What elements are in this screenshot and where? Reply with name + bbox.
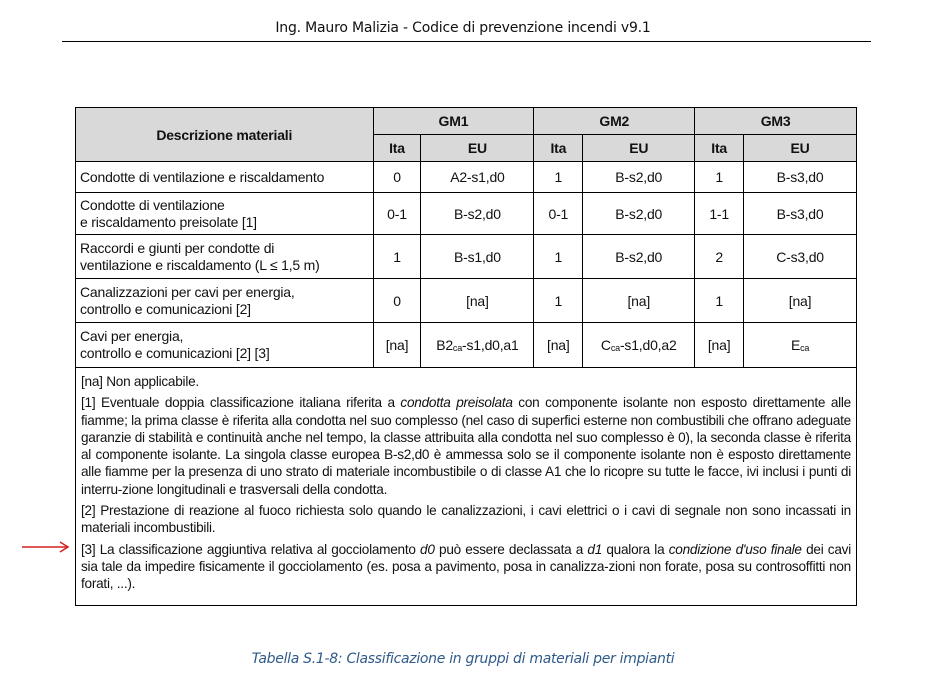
description-line: Raccordi e giunti per condotte di bbox=[80, 239, 275, 256]
subscript: ca bbox=[800, 343, 810, 353]
description-line: e riscaldamento preisolate [1] bbox=[80, 213, 257, 230]
subheader-ita: Ita bbox=[534, 135, 583, 162]
class-text: C bbox=[600, 337, 611, 353]
note-text: dei cavi sia tale da impedire fisicamente il gocciolamento (es. posa a pavimento, posa in canalizza-zioni non forate, posa su controsoffitti non forati, ...). bbox=[81, 541, 851, 592]
table-row bbox=[76, 279, 857, 323]
eu-class-cell bbox=[744, 323, 857, 368]
col-header-description: Descrizione materiali bbox=[76, 108, 374, 162]
group-header-gm3: GM3 bbox=[695, 108, 857, 135]
group-header-gm2: GM2 bbox=[534, 108, 695, 135]
eu-class-cell: [na] bbox=[421, 279, 534, 323]
eu-class-cell bbox=[583, 323, 695, 368]
italic-text: d0 bbox=[420, 541, 435, 557]
description-line: Canalizzazioni per cavi per energia, bbox=[80, 283, 295, 300]
footnote bbox=[81, 541, 851, 593]
subheader-eu: EU bbox=[421, 135, 534, 162]
note-text: [na] Non applicabile. bbox=[81, 374, 199, 389]
note-text: qualora la bbox=[602, 541, 669, 557]
note-text: [2] Prestazione di reazione al fuoco richiesta solo quando le canalizzazioni, i cavi elettrici o i cavi di segnale non sono incassati in materiali incombustibili. bbox=[81, 503, 851, 536]
eu-class-cell: [na] bbox=[744, 279, 857, 323]
ita-class-cell: 0 bbox=[373, 279, 421, 323]
ita-class-cell: 0-1 bbox=[373, 193, 421, 235]
row-description bbox=[76, 235, 374, 279]
notes-row bbox=[76, 368, 857, 606]
table-row bbox=[76, 193, 857, 235]
ita-class-cell: 1 bbox=[695, 279, 744, 323]
red-arrow-icon bbox=[22, 541, 70, 553]
note-text: [1] Eventuale doppia classificazione italiana riferita a bbox=[81, 395, 401, 411]
row-description bbox=[76, 323, 374, 368]
description-line: controllo e comunicazioni [2] bbox=[80, 300, 251, 317]
row-description bbox=[76, 279, 374, 323]
row-description bbox=[76, 162, 374, 193]
ita-class-cell: 2 bbox=[695, 235, 744, 279]
eu-class-cell: [na] bbox=[583, 279, 695, 323]
materials-table bbox=[75, 107, 857, 606]
ita-class-cell: 0-1 bbox=[534, 193, 583, 235]
footnote bbox=[81, 394, 851, 498]
row-description bbox=[76, 193, 374, 235]
ita-class-cell: 0 bbox=[373, 162, 421, 193]
eu-class-cell: B-s3,d0 bbox=[744, 162, 857, 193]
subscript: ca bbox=[452, 343, 463, 353]
description-line: Condotte di ventilazione bbox=[80, 196, 225, 213]
ita-class-cell: [na] bbox=[695, 323, 744, 368]
table-row bbox=[76, 323, 857, 368]
class-text: -s1,d0,a2 bbox=[619, 337, 677, 353]
subscript: ca bbox=[610, 343, 620, 353]
header-divider bbox=[62, 41, 871, 42]
description-line: controllo e comunicazioni [2] [3] bbox=[80, 345, 270, 361]
note-text: con componente isolante non esposto direttamente alle fiamme; la prima classe è riferita alla condotta nel suo complesso (nel caso di superfici esterne non combustibili che offrano adeguate garanzie di stabilità e continuità anche nel tempo, la classe attribuita alla condotta nel suo complesso è 0), la seconda classe è riferita al componente isolante. La singola classe europea B-s2,d0 è ammessa solo se il componente isolante non è esposto direttamente alle fiamme per la presenza di uno strato di materiale incombustibile o di classe A1 che lo ricopre su tutte le facce, ivi inclusi i punti di interru-zione longitudinali e trasversali della condotta. bbox=[81, 395, 851, 497]
description-line: ventilazione e riscaldamento (L ≤ 1,5 m) bbox=[80, 256, 320, 273]
description-line: Condotte di ventilazione e riscaldamento bbox=[80, 168, 325, 185]
ita-class-cell: 1 bbox=[534, 162, 583, 193]
table-caption: Tabella S.1-8: Classificazione in gruppi di materiali per impianti bbox=[251, 651, 675, 667]
subheader-ita: Ita bbox=[373, 135, 421, 162]
subheader-eu: EU bbox=[744, 135, 857, 162]
italic-text: condotta preisolata bbox=[400, 395, 513, 411]
class-text: -s1,d0,a1 bbox=[462, 337, 519, 353]
class-text: B2 bbox=[436, 337, 453, 353]
group-header-gm1: GM1 bbox=[373, 108, 534, 135]
ita-class-cell: 1 bbox=[534, 235, 583, 279]
eu-class-cell: B-s2,d0 bbox=[583, 162, 695, 193]
italic-text: condizione d'uso finale bbox=[668, 541, 802, 557]
eu-class-cell: B-s2,d0 bbox=[583, 193, 695, 235]
italic-text: d1 bbox=[587, 541, 603, 557]
note-text: [3] La classificazione aggiuntiva relativa al gocciolamento bbox=[81, 541, 421, 557]
eu-class-cell bbox=[421, 323, 534, 368]
class-text: E bbox=[790, 337, 801, 353]
footnote bbox=[81, 502, 851, 537]
ita-class-cell: [na] bbox=[534, 323, 583, 368]
eu-class-cell: B-s2,d0 bbox=[421, 193, 534, 235]
note-text: può essere declassata a bbox=[434, 541, 588, 557]
ita-class-cell: 1 bbox=[373, 235, 421, 279]
table-row bbox=[76, 235, 857, 279]
eu-class-cell: B-s2,d0 bbox=[583, 235, 695, 279]
eu-class-cell: B-s1,d0 bbox=[421, 235, 534, 279]
subheader-ita: Ita bbox=[695, 135, 744, 162]
table-row bbox=[76, 162, 857, 193]
description-line: Cavi per energia, bbox=[80, 328, 184, 344]
eu-class-cell: A2-s1,d0 bbox=[421, 162, 534, 193]
subheader-eu: EU bbox=[583, 135, 695, 162]
eu-class-cell: B-s3,d0 bbox=[744, 193, 857, 235]
notes-cell bbox=[76, 368, 857, 606]
page-header: Ing. Mauro Malizia - Codice di prevenzione incendi v9.1 bbox=[275, 20, 651, 36]
footnote bbox=[81, 373, 851, 390]
ita-class-cell: 1-1 bbox=[695, 193, 744, 235]
eu-class-cell: C-s3,d0 bbox=[744, 235, 857, 279]
ita-class-cell: [na] bbox=[373, 323, 421, 368]
ita-class-cell: 1 bbox=[695, 162, 744, 193]
ita-class-cell: 1 bbox=[534, 279, 583, 323]
